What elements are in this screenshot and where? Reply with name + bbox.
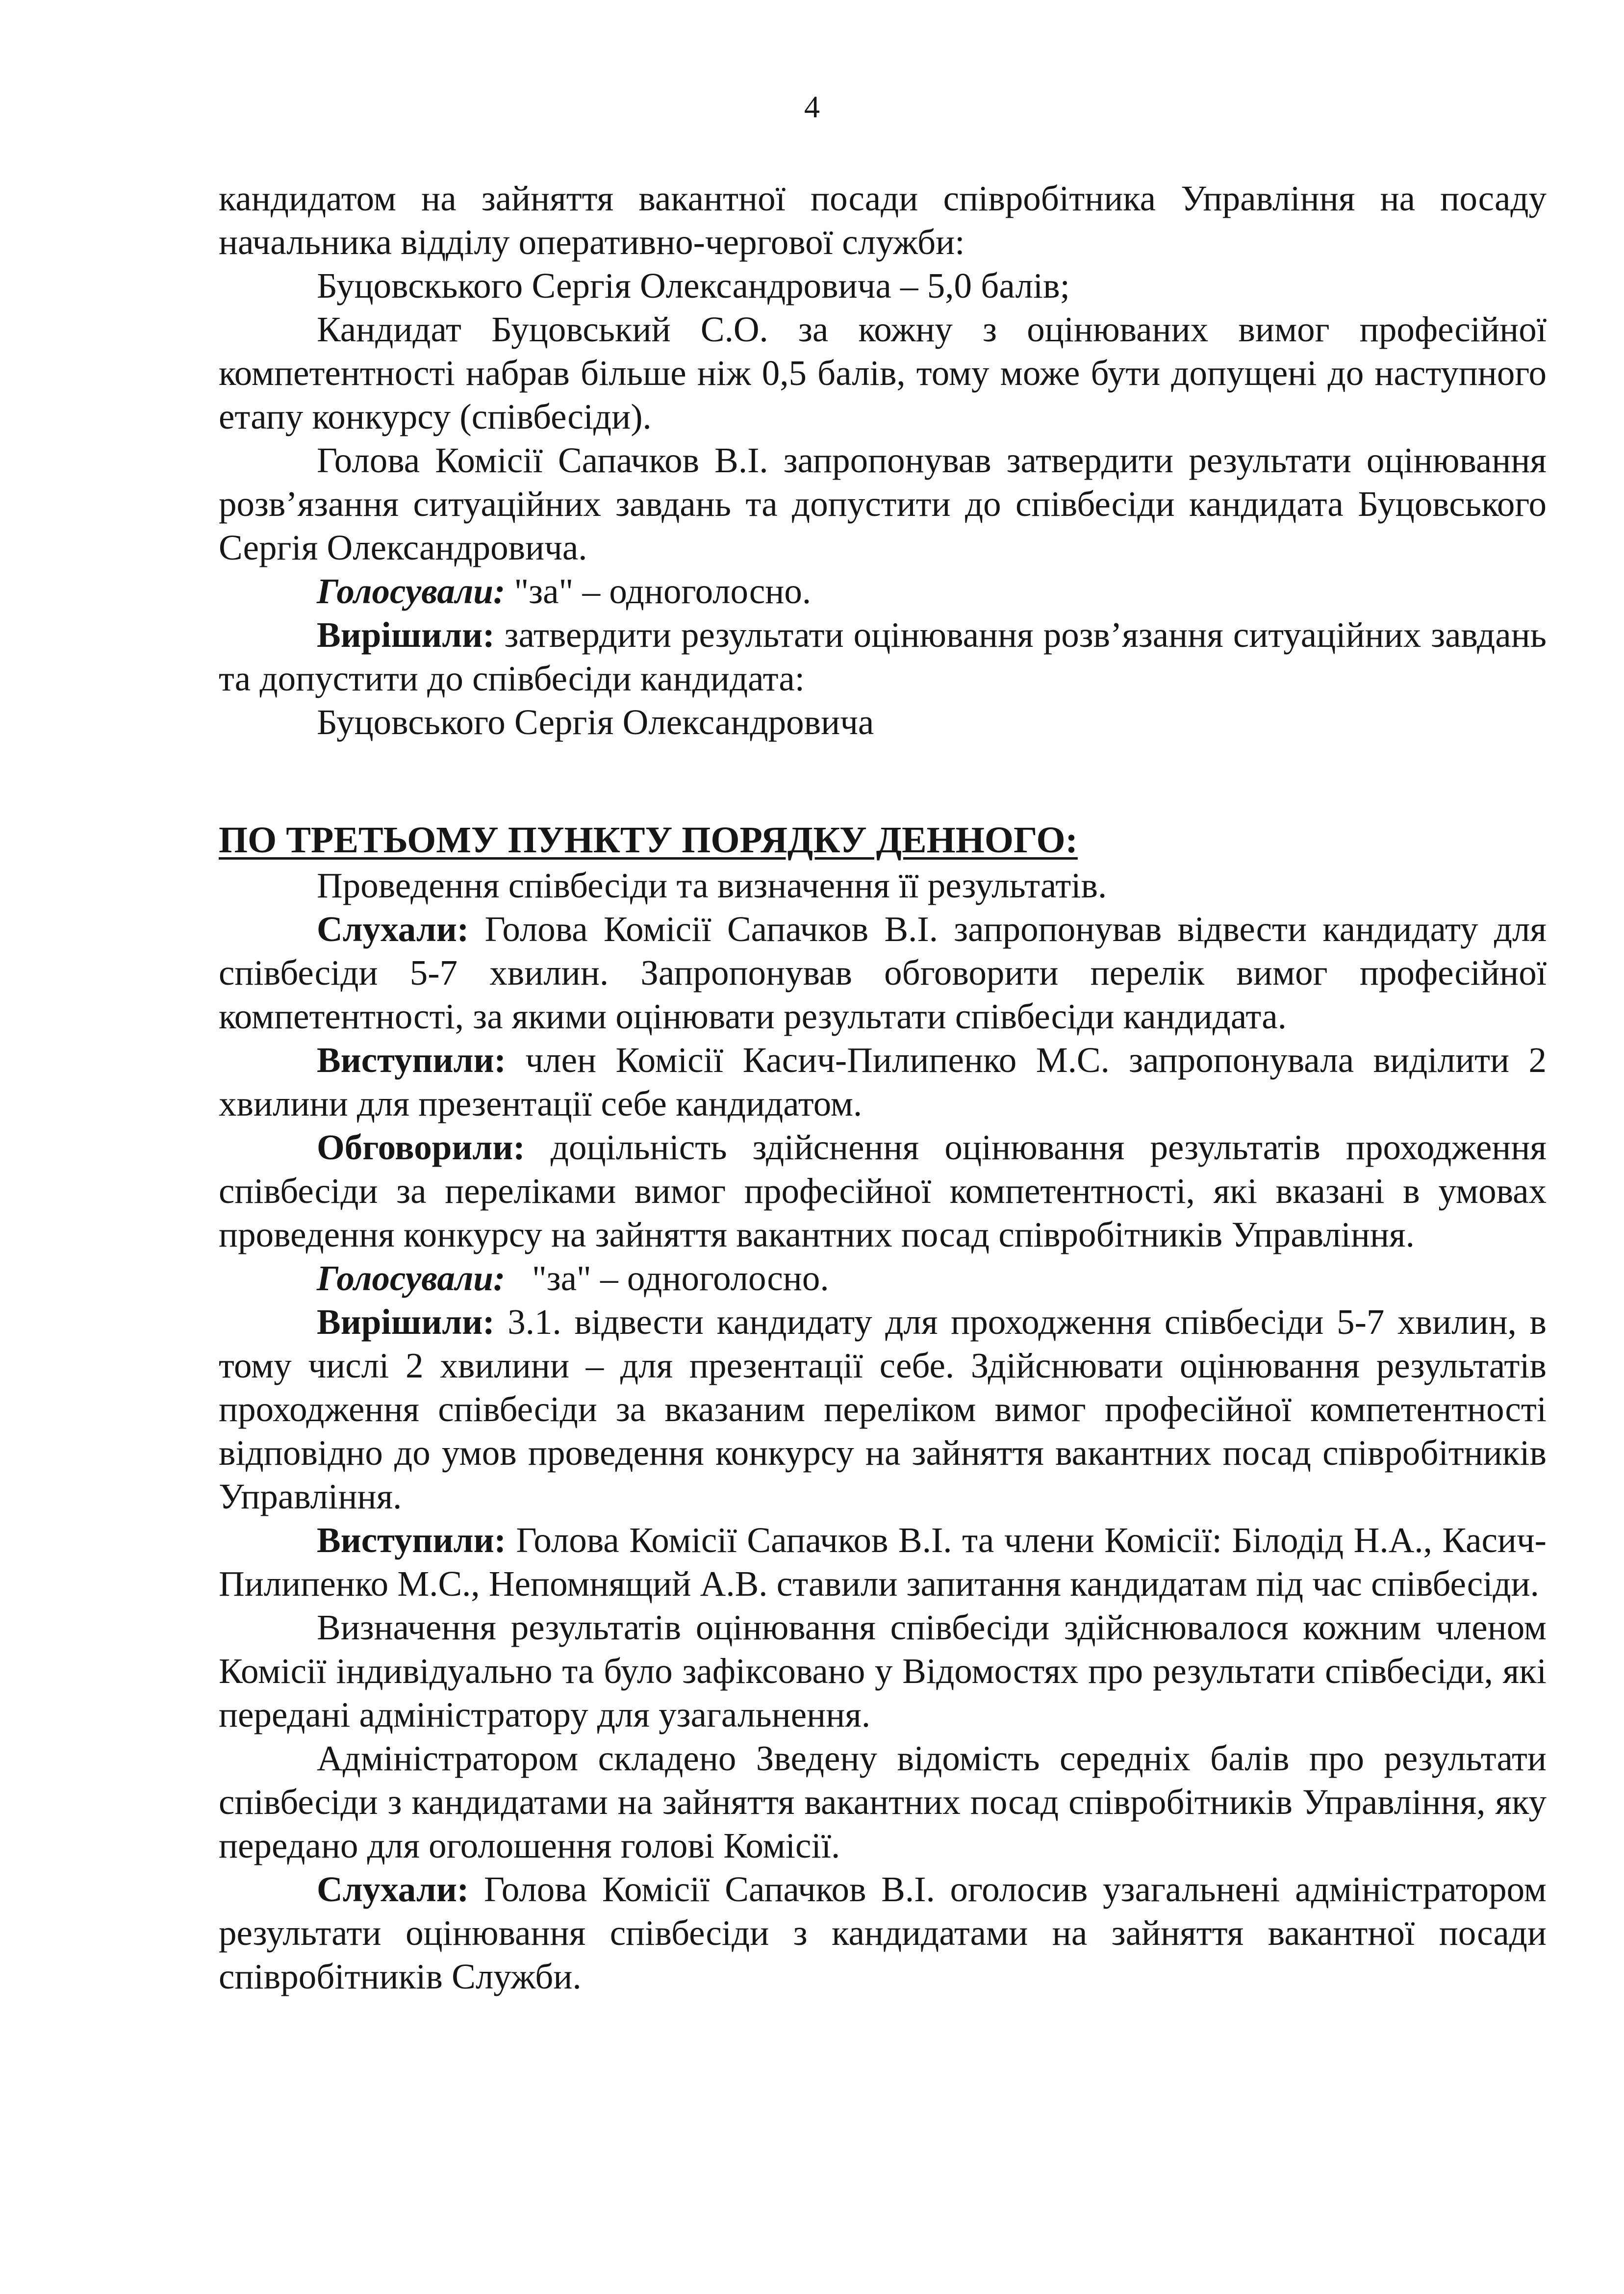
blank-line — [219, 744, 1547, 788]
minutes-entry — [219, 613, 1556, 700]
minutes-entry — [219, 1125, 1556, 1256]
entry-text: "за" – одноголосно. — [505, 1258, 829, 1298]
entry-keyword: Обговорили: — [317, 1127, 525, 1167]
entry-text: доцільність здійснення оцінювання результатів проходження співбесіди за переліками вимог професійної компетентності, які вказані в умовах проведення конкурсу на зайняття вакантних посад співробітників Управління. — [219, 1127, 1556, 1254]
paragraph: Адміністратором складено Зведену відомість середніх балів про результати співбесіди з кандидатами на зайняття вакантних посад співробітників Управління, яку передано для оголошення голові Комісії. — [219, 1738, 1547, 1865]
minutes-entry — [219, 1300, 1556, 1518]
entry-text: Голова Комісії Сапачков В.І. оголосив узагальнені адміністратором результати оцінювання співбесіди з кандидатами на зайняття вакантної посади співробітників Служби. — [219, 1869, 1556, 1996]
entry-text: член Комісії Касич-Пилипенко М.С. запропонувала виділити 2 хвилини для презентації себе кандидатом. — [219, 1040, 1556, 1123]
minutes-entry — [219, 1518, 1547, 1606]
paragraph: Буцовскького Сергія Олександровича – 5,0 балів; — [317, 266, 1070, 306]
paragraph: кандидатом на зайняття вакантної посади співробітника Управління на посаду начальника відділу оперативно-чергової служби: — [219, 178, 1547, 262]
minutes-entry — [219, 1256, 1547, 1300]
section-heading: ПО ТРЕТЬОМУ ПУНКТУ ПОРЯДКУ ДЕННОГО: — [219, 819, 1078, 861]
entry-keyword: Голосували: — [317, 571, 506, 611]
entry-keyword: Виступили: — [317, 1520, 506, 1560]
minutes-entry — [219, 1867, 1556, 1998]
entry-text: "за" – одноголосно. — [505, 571, 812, 611]
document-body — [219, 177, 1556, 1998]
paragraph: Проведення співбесіди та визначення її результатів. — [317, 866, 1107, 905]
entry-keyword: Голосували: — [317, 1258, 506, 1298]
entry-text: 3.1. відвести кандидату для проходження співбесіди 5-7 хвилин, в тому числі 2 хвилини – для презентації себе. Здійснювати оцінювання результатів проходження співбесіди за вказаним переліком вимог професійної компетентності відповідно до умов проведення конкурсу на зайняття вакантних посад співробітників Управління. — [219, 1302, 1556, 1516]
entry-keyword: Слухали: — [317, 1869, 469, 1909]
entry-text: затвердити результати оцінювання розв’язання ситуаційних завдань та допустити до співбесіди кандидата: — [219, 615, 1556, 698]
minutes-entry — [219, 907, 1556, 1038]
entry-keyword: Слухали: — [317, 909, 469, 949]
entry-keyword: Вирішили: — [317, 615, 495, 655]
paragraph: Голова Комісії Сапачков В.І. запропонував затвердити результати оцінювання розв’язання ситуаційних завдань та допустити до співбесіди кандидата Буцовського Сергія Олександровича. — [219, 440, 1547, 567]
entry-keyword: Вирішили: — [317, 1302, 495, 1342]
paragraph: Визначення результатів оцінювання співбесіди здійснювалося кожним членом Комісії індивідуально та було зафіксовано у Відомостях про результати співбесіди, які передані адміністратору для узагальнення. — [219, 1607, 1547, 1734]
entry-text: Голова Комісії Сапачков В.І. запропонував відвести кандидату для співбесіди 5-7 хвилин. Запропонував обговорити перелік вимог професійної компетентності, за якими оцінювати результати співбесіди кандидата. — [219, 909, 1556, 1036]
page-number: 4 — [804, 89, 820, 124]
paragraph: Буцовського Сергія Олександровича — [317, 702, 874, 742]
minutes-entry — [219, 1038, 1556, 1125]
paragraph: Кандидат Буцовський С.О. за кожну з оцінюваних вимог професійної компетентності набрав більше ніж 0,5 балів, тому може бути допущені до наступного етапу конкурсу (співбесіди). — [219, 309, 1547, 436]
minutes-entry — [219, 569, 1547, 613]
entry-text: Голова Комісії Сапачков В.І. та члени Комісії: Білодід Н.А., Касич-Пилипенко М.С., Непомнящий А.В. ставили запитання кандидатам під час співбесіди. — [219, 1520, 1547, 1604]
entry-keyword: Виступили: — [317, 1040, 506, 1080]
